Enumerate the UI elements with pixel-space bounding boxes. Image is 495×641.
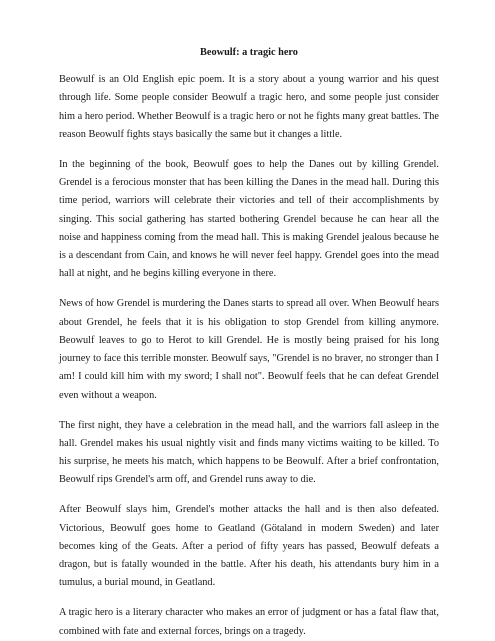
paragraph-first-night: The first night, they have a celebration in the mead hall, and the warriors fall asleep in the hall. Grendel makes his usual nightly visit and finds many victims waiting to be killed. To his surprise, he meets his match, which happens to be Beowulf. After a brief confrontation, Beowulf rips Grendel's arm off, and Grendel runs away to die. xyxy=(59,419,439,486)
paragraph-intro: Beowulf is an Old English epic poem. It is a story about a young warrior and his quest through life. Some people consider Beowulf a tragic hero, and some people just consider him a hero period. Whether Beowulf is a tragic hero or not he fights many great battles. The reason Beowulf fights stays basically the same but it changes a little. xyxy=(59,74,439,140)
paragraph-mother-dragon: After Beowulf slays him, Grendel's mother attacks the hall and is then also defeated. Victorious, Beowulf goes home to Geatland (Götaland in modern Sweden) and later becomes king of the Geats. After a period of fifty years has passed, Beowulf defeats a dragon, but is fatally wounded in the battle. After his death, his attendants bury him in a tumulus, a burial mound, in Geatland. xyxy=(59,504,439,589)
paragraph-news: News of how Grendel is murdering the Danes starts to spread all over. When Beowulf hears about Grendel, he feels that it is his obligation to stop Grendel from killing anymore. Beowulf leaves to go to Herot to kill Grendel. He is mostly being praised for his long journey to face this terrible monster. Beowulf says, "Grendel is no braver, no stronger than I am! I could kill him with my sword; I shall not". Beowulf feels that he can defeat Grendel even without a weapon. xyxy=(59,298,439,401)
paragraph-grendel: In the beginning of the book, Beowulf goes to help the Danes out by killing Grendel. Grendel is a ferocious monster that has been killing the Danes in the mead hall. During this time period, warriors will celebrate their victories and tell of their accomplishments by singing. This social gathering has started bothering Grendel because he can hear all the noise and happiness coming from the mead hall. This is making Grendel jealous because he is a descendant from Cain, and knows he will never feel happy. Grendel goes into the mead hall at night, and he begins killing everyone in there. xyxy=(59,158,439,280)
document-title: Beowulf: a tragic hero xyxy=(200,47,298,58)
paragraph-tragic-hero-definition: A tragic hero is a literary character who makes an error of judgment or has a fatal flaw that, combined with fate and external forces, brings on a tragedy. xyxy=(59,607,439,637)
